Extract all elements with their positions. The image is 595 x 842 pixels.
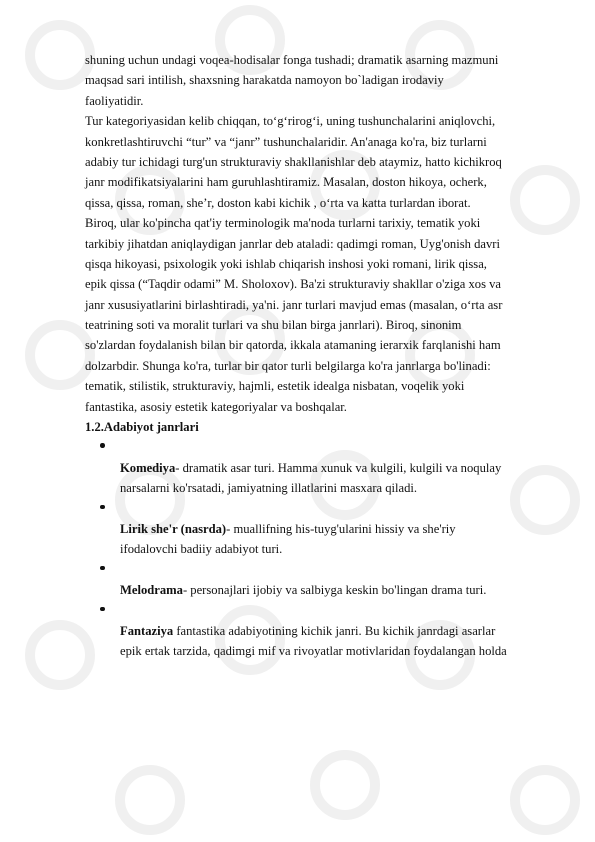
text-line: ifodalovchi badiiy adabiyot turi. (120, 542, 283, 557)
list-item-melodrama (85, 560, 585, 601)
text-line: narsalarni ko'rsatadi, jamiyatning illatlarini masxara qiladi. (120, 481, 418, 496)
text-line: shuning uchun undagi voqea-hodisalar fonga tushadi; dramatik asarning mazmuni (85, 53, 499, 67)
text-line: konkretlashtiruvchi “tur” va “janr” tushunchalaridir. An'anaga ko'ra, biz turlarni (85, 134, 487, 149)
term-definition: - dramatik asar turi. Hamma xunuk va kulgili, kulgili va noqulay (175, 460, 502, 475)
text-line: fantastika, asosiy estetik kategoriyalar va boshqalar. (85, 399, 347, 414)
text-line: qisqa hikoyasi, psixologik yoki ishlab chiqarish inshosi yoki romani, lirik qissa, (85, 256, 487, 271)
bullet-icon (100, 443, 105, 448)
bullet-icon (100, 607, 105, 612)
term-definition: fantastika adabiyotining kichik janri. Bu kichik janrdagi asarlar (173, 623, 496, 638)
genre-list (85, 437, 585, 661)
bullet-icon (100, 566, 105, 571)
term-label: Komediya (120, 460, 176, 475)
term-definition: - personajlari ijobiy va salbiyga keskin bo'lingan drama turi. (182, 583, 487, 598)
text-line: tematik, stilistik, strukturaviy, hajmli, estetik idealga nisbatan, voqelik yoki (85, 379, 465, 394)
paragraph-drama (85, 50, 585, 111)
text-line: adabiy tur ichidagi turg'un strukturaviy shakllanishlar deb ataymiz, hatto kichikroq (85, 154, 502, 169)
list-item-lirik-sher (85, 499, 585, 560)
text-line: qissa, qissa, roman, she’r, doston kabi kichik , o‘rta va katta turlardan iborat. (85, 195, 471, 210)
document-body (85, 50, 585, 662)
text-line: epik qissa (“Taqdir odami” M. Sholoxov). Ba'zi strukturaviy shakllar o'ziga xos va (85, 277, 502, 292)
text-line: maqsad sari intilish, shaxsning harakatda namoyon bo`ladigan irodaviy (85, 73, 444, 88)
text-line: teatrining soti va moralit turlari va shu bilan birga janrlari). Biroq, sinonim (85, 318, 462, 333)
text-line: Tur kategoriyasidan kelib chiqqan, to‘g‘rirog‘i, uning tushunchalarini aniqlovchi, (85, 114, 496, 129)
paragraph-genres (85, 111, 585, 417)
text-line: tarkibiy jihatdan aniqlaydigan janrlar deb ataladi: qadimgi roman, Uyg'onish davri (85, 236, 500, 251)
term-definition: - muallifning his-tuyg'ularini hissiy va she'riy (226, 521, 456, 536)
text-line: so'zlardan foydalanish bilan bir qatorda, ikkala atamaning ierarxik farqlanishi ham (85, 338, 501, 353)
section-heading: 1.2.Adabiyot janrlari (85, 420, 199, 435)
term-label: Lirik she'r (nasrda) (120, 521, 227, 536)
text-line: janr modifikatsiyalarini ham guruhlashtiramiz. Masalan, doston hikoya, ocherk, (85, 175, 487, 190)
list-item-komediya (85, 437, 585, 498)
text-line: dolzarbdir. Shunga ko'ra, turlar bir qator turli belgilarga ko'ra janrlarga bo'linadi: (85, 358, 491, 373)
text-line: janr xususiyatlarini birlashtiradi, ya'ni. janr turlari mavjud emas (masalan, o‘rta asr (85, 297, 503, 312)
text-line: epik ertak tarzida, qadimgi mif va rivoyatlar motivlaridan foydalangan holda (120, 644, 507, 659)
term-label: Melodrama (120, 583, 183, 598)
text-line: Biroq, ular ko'pincha qat'iy terminologik ma'noda turlarni tarixiy, tematik yoki (85, 216, 481, 231)
text-line: faoliyatidir. (85, 93, 144, 108)
bullet-icon (100, 505, 105, 510)
term-label: Fantaziya (120, 623, 174, 638)
list-item-fantaziya (85, 601, 585, 662)
